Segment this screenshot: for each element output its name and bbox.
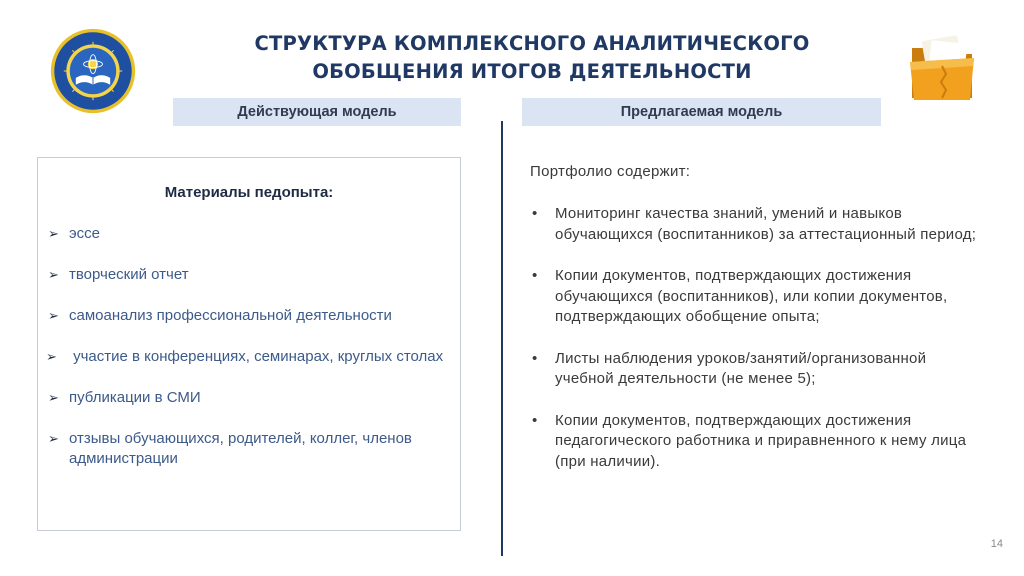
portfolio-list xyxy=(530,204,980,493)
tab-proposed-model[interactable]: Предлагаемая модель xyxy=(522,98,881,126)
page-title xyxy=(200,30,864,86)
page-number: 14 xyxy=(990,538,1003,550)
list-item-text: эссе xyxy=(69,225,100,242)
column-divider xyxy=(501,121,503,556)
list-item xyxy=(530,349,980,390)
list-item xyxy=(46,429,446,469)
list-item-text: самоанализ профессиональной деятельности xyxy=(69,307,392,324)
list-item-text: Копии документов, подтверждающих достижения обучающихся (воспитанников), или копии документов, подтверждающих обобщение опыта; xyxy=(555,267,948,325)
list-item-text: участие в конференциях, семинарах, круглых столах xyxy=(68,348,444,365)
current-model-panel xyxy=(37,157,461,531)
arrow-bullet-icon: ➢ xyxy=(48,308,59,323)
portfolio-intro: Портфолио содержит: xyxy=(530,163,691,180)
list-item xyxy=(46,306,446,326)
list-item-text: публикации в СМИ xyxy=(69,389,201,406)
bullet-dot-icon: • xyxy=(532,205,538,222)
list-item xyxy=(530,204,980,245)
bullet-dot-icon: • xyxy=(532,267,538,284)
arrow-bullet-icon: ➢ xyxy=(48,226,59,241)
list-item-text: Мониторинг качества знаний, умений и навыков обучающихся (воспитанников) за аттестационный период; xyxy=(555,205,977,243)
materials-list xyxy=(46,224,446,490)
folder-icon xyxy=(908,34,980,106)
title-line-1: СТРУКТУРА КОМПЛЕКСНОГО АНАЛИТИЧЕСКОГО xyxy=(254,32,810,55)
list-item-text: отзывы обучающихся, родителей, коллег, членов администрации xyxy=(69,430,412,467)
tab-current-model[interactable]: Действующая модель xyxy=(173,98,461,126)
arrow-bullet-icon: ➢ xyxy=(46,349,57,364)
list-item-text: Копии документов, подтверждающих достижения педагогического работника и приравненного к нему лица (при наличии). xyxy=(555,411,967,470)
arrow-bullet-icon: ➢ xyxy=(48,431,59,446)
bullet-dot-icon: • xyxy=(532,411,538,429)
list-item xyxy=(46,224,446,244)
arrow-bullet-icon: ➢ xyxy=(48,267,59,282)
ministry-emblem-logo xyxy=(50,28,136,114)
list-item-text: творческий отчет xyxy=(69,266,189,283)
list-item xyxy=(46,265,446,285)
list-item-text: Листы наблюдения уроков/занятий/организованной учебной деятельности (не менее 5); xyxy=(555,349,927,387)
panel-heading: Материалы педопыта: xyxy=(164,184,334,201)
title-line-2: ОБОБЩЕНИЯ ИТОГОВ ДЕЯТЕЛЬНОСТИ xyxy=(312,60,752,83)
list-item xyxy=(530,411,980,473)
list-item xyxy=(46,347,446,367)
list-item xyxy=(530,266,980,328)
list-item xyxy=(46,388,446,408)
bullet-dot-icon: • xyxy=(532,349,538,367)
arrow-bullet-icon: ➢ xyxy=(48,390,59,405)
